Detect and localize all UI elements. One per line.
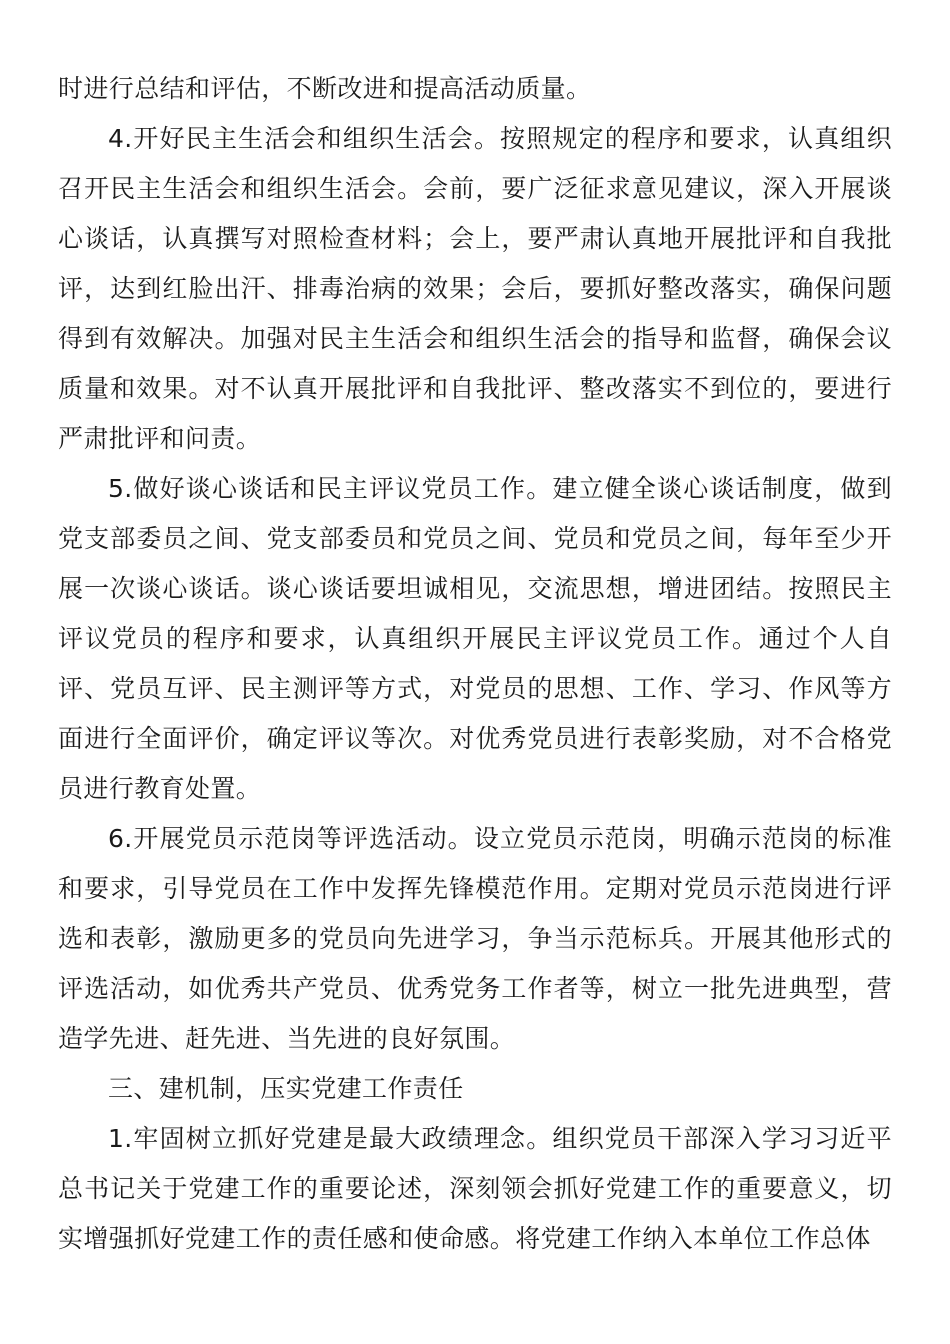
paragraph-item-1-party-building-concept: 1.牢固树立抓好党建是最大政绩理念。组织党员干部深入学习习近平总书记关于党建工作的重要论述，深刻领会抓好党建工作的重要意义，切实增强抓好党建工作的责任感和使命感。将党建工作纳入本单位工作总体 xyxy=(58,1124,892,1253)
paragraph-item-5-heart-to-heart-talks: 5.做好谈心谈话和民主评议党员工作。建立健全谈心谈话制度，做到党支部委员之间、党支部委员和党员之间、党员和党员之间，每年至少开展一次谈心谈话。谈心谈话要坦诚相见，交流思想，增进团结。按照民主评议党员的程序和要求，认真组织开展民主评议党员工作。通过个人自评、党员互评、民主测评等方式，对党员的思想、工作、学习、作风等方面进行全面评价，确定评议等次。对优秀党员进行表彰奖励，对不合格党员进行教育处置。 xyxy=(58,474,892,803)
document-body xyxy=(58,64,892,1264)
paragraph-item-4-democratic-life-meeting: 4.开好民主生活会和组织生活会。按照规定的程序和要求，认真组织召开民主生活会和组织生活会。会前，要广泛征求意见建议，深入开展谈心谈话，认真撰写对照检查材料；会上，要严肃认真地开展批评和自我批评，达到红脸出汗、排毒治病的效果；会后，要抓好整改落实，确保问题得到有效解决。加强对民主生活会和组织生活会的指导和监督，确保会议质量和效果。对不认真开展批评和自我批评、整改落实不到位的，要进行严肃批评和问责。 xyxy=(58,124,892,453)
paragraph-continuation: 时进行总结和评估，不断改进和提高活动质量。 xyxy=(58,74,592,103)
paragraph-item-6-model-post-selection: 6.开展党员示范岗等评选活动。设立党员示范岗，明确示范岗的标准和要求，引导党员在工作中发挥先锋模范作用。定期对党员示范岗进行评选和表彰，激励更多的党员向先进学习，争当示范标兵。开展其他形式的评选活动，如优秀共产党员、优秀党务工作者等，树立一批先进典型，营造学先进、赶先进、当先进的良好氛围。 xyxy=(58,824,892,1053)
section-heading-3: 三、建机制，压实党建工作责任 xyxy=(108,1074,464,1103)
